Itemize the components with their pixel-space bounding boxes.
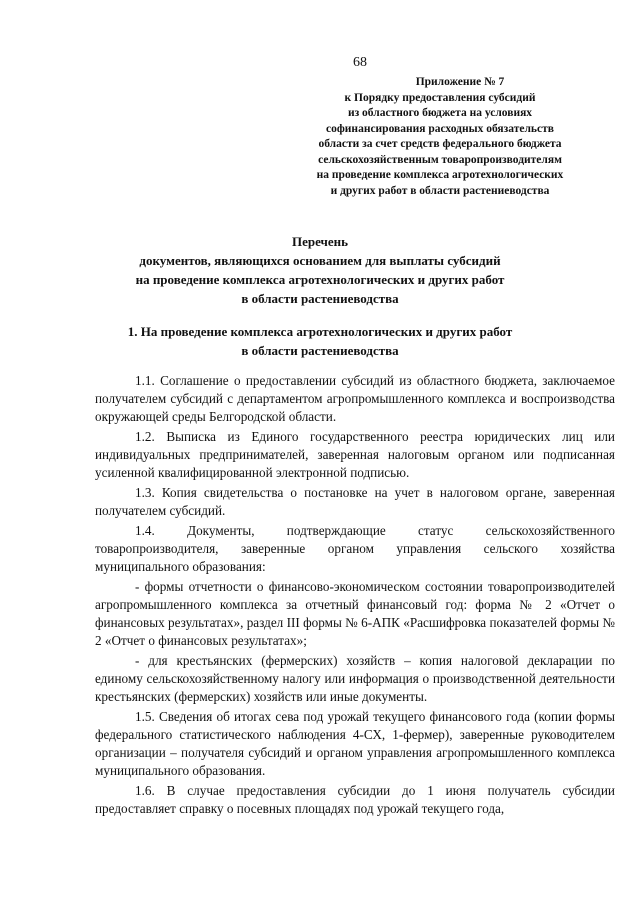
paragraph-1-6: 1.6. В случае предоставления субсидии до 1 июня получатель субсидии предоставляет справку о посевных площадях под урожай текущего года, bbox=[95, 783, 615, 816]
paragraph-1-5: 1.5. Сведения об итогах сева под урожай текущего финансового года (копии формы федерального статистического наблюдения 4-СХ, 1-фермер), заверенные руководителем организации – получателя субсидий и органом управления агропромышленного комплекса муниципального образования. bbox=[95, 709, 615, 778]
list-title-line: на проведение комплекса агротехнологических и других работ bbox=[135, 272, 505, 287]
appendix-title: Приложение № 7 bbox=[415, 76, 505, 88]
appendix-line: и других работ в области растениеводства bbox=[330, 184, 550, 197]
appendix-line: сельскохозяйственным товаропроизводителям bbox=[318, 153, 562, 166]
appendix-block bbox=[290, 75, 590, 199]
appendix-line: из областного бюджета на условиях bbox=[347, 107, 533, 119]
appendix-line: области за счет средств федерального бюджета bbox=[318, 138, 562, 150]
list-title-line: в области растениеводства bbox=[241, 291, 399, 306]
page-number: 68 bbox=[353, 55, 367, 70]
section-heading bbox=[80, 322, 560, 360]
paragraph-1-1: 1.1. Соглашение о предоставлении субсидий из областного бюджета, заключаемое получателем субсидий с департаментом агропромышленного комплекса и воспроизводства окружающей среды Белгородской области. bbox=[95, 373, 615, 424]
appendix-line: к Порядку предоставления субсидий bbox=[344, 91, 536, 104]
list-title-line: Перечень bbox=[291, 234, 349, 249]
paragraph-farms: - для крестьянских (фермерских) хозяйств – копия налоговой декларации по единому сельскохозяйственному налогу или информация о производственной деятельности крестьянских (фермерских) хозяйств или иные документы. bbox=[95, 653, 615, 704]
body-text bbox=[95, 372, 615, 818]
section-heading-line: 1. На проведение комплекса агротехнологических и других работ bbox=[127, 324, 513, 339]
list-title bbox=[80, 232, 560, 308]
paragraph-1-3: 1.3. Копия свидетельства о постановке на учет в налоговом органе, заверенная получателем субсидий. bbox=[95, 485, 615, 518]
appendix-line: на проведение комплекса агротехнологических bbox=[316, 169, 564, 181]
paragraph-1-2: 1.2. Выписка из Единого государственного реестра юридических лиц или индивидуальных предпринимателей, заверенная налоговым органом или подписанная усиленной квалифицированной электронной подписью. bbox=[95, 429, 615, 480]
section-heading-line: в области растениеводства bbox=[241, 343, 399, 358]
appendix-line: софинансирования расходных обязательств bbox=[326, 122, 554, 135]
list-title-line: документов, являющихся основанием для выплаты субсидий bbox=[139, 253, 501, 268]
paragraph-forms: - формы отчетности о финансово-экономическом состоянии товаропроизводителей агропромышленного комплекса за отчетный финансовый год: форма № 2 «Отчет о финансовых результатах», раздел III формы № 6-АПК «Расшифровка показателей формы № 2 «Отчет о финансовых результатах»; bbox=[95, 579, 615, 648]
paragraph-1-4: 1.4. Документы, подтверждающие статус сельскохозяйственного товаропроизводителя, заверенные органом управления сельского хозяйства муниципального образования: bbox=[95, 523, 615, 574]
